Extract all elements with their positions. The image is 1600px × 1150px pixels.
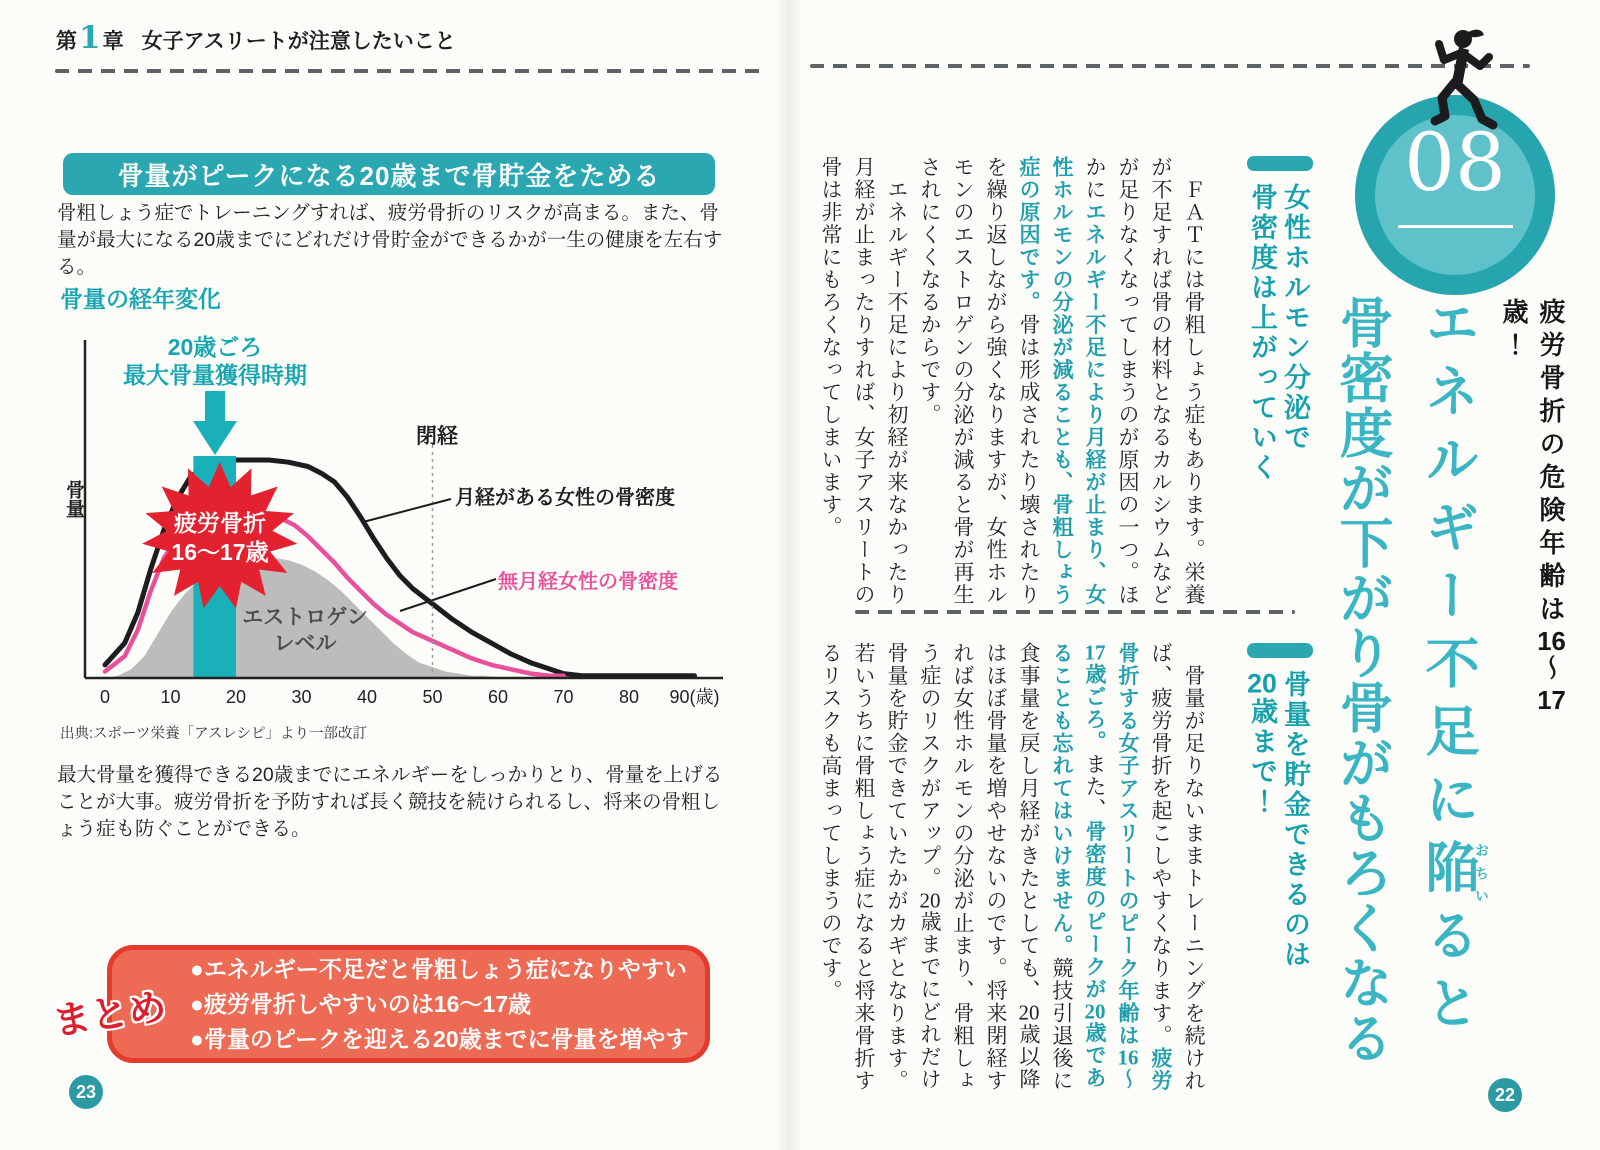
black-label-connector <box>363 499 451 522</box>
section-heading-line2: 骨密度は上がっていく <box>1247 183 1277 483</box>
pink-label-connector <box>400 579 496 611</box>
peak-arrow-icon <box>193 391 237 455</box>
page-number-left: 23 <box>69 1075 103 1109</box>
svg-text:80: 80 <box>618 687 640 707</box>
main-title <box>1319 295 1491 1095</box>
menopause-label: 閉経 <box>416 425 458 448</box>
section-body-savings <box>814 642 1210 1094</box>
section-heading-savings <box>1245 670 1311 1100</box>
svg-text:0: 0 <box>99 687 111 707</box>
chapter-word-post: 章 <box>102 30 124 53</box>
section-dashed-divider <box>855 610 1295 614</box>
body-paragraph: 骨量が足りないままトレーニングを続ければ、疲労骨折を起こしやすくなります。疲労骨折する女子アスリートのピーク年齢は16〜17歳ごろ。また、骨密度のピークが20歳であることも忘れてはいけません。競技引退後に食事量を戻し月経がきたとしても、20歳以降はほぼ骨量を増やせないのです。将来閉経すれば女性ホルモンの分泌が止まり、骨粗しょう症のリスクがアップ。20歳までにどれだけ骨量を貯金できていたかがカギとなります。若いうちに骨粗しょう症になると将来骨折するリスクも高まってしまうのです。 <box>819 642 1206 1092</box>
body-paragraph: ＦＡＴには骨粗しょう症もあります。栄養が不足すれば骨の材料となるカルシウムなどが足りなくなってしまうのが原因の一つ。ほかにエネルギー不足により月経が止まり、女性ホルモンの分泌が減ることも、骨粗しょう症の原因です。骨は形成されたり壊されたりを繰り返しながら強くなりますが、女性ホルモンのエストロゲンの分泌が減ると骨が再生されにくくなるからです。 <box>918 156 1206 606</box>
lesson-number-underline <box>1398 225 1513 228</box>
section-banner: 骨量がピークになる20歳まで骨貯金をためる <box>63 153 715 195</box>
chart-source: 出典:スポーツ栄養「アスレシピ」より一部改訂 <box>60 726 368 742</box>
section-heading-line2: 20歳まで！ <box>1247 670 1277 817</box>
runner-icon <box>1418 26 1536 132</box>
title-text: エネルギー不足に <box>1418 295 1478 839</box>
section-body-hormone <box>814 156 1210 608</box>
main-title-line1 <box>1405 295 1491 1095</box>
estrogen-label-line1: エストロゲン <box>242 606 368 629</box>
estrogen-area-label <box>242 605 368 657</box>
chapter-word-pre: 第 <box>56 30 77 53</box>
chapter-header <box>56 20 456 56</box>
title-ruby <box>1418 839 1490 907</box>
body-paragraph: エネルギー不足により初経が来なかったり月経が止まったりすれば、女子アスリートの骨は非常にもろくなってしまいます。 <box>819 156 909 606</box>
section-marker-bar <box>1247 156 1313 171</box>
section-heading-line1: 女性ホルモン分泌で <box>1280 183 1310 453</box>
section-heading-line1: 骨量を貯金できるのは <box>1280 670 1310 970</box>
svg-text:10: 10 <box>160 687 181 707</box>
chapter-number: 1 <box>79 20 101 56</box>
bone-mass-chart <box>55 315 745 715</box>
summary-item: ●疲労骨折しやすいのは16〜17歳 <box>190 990 532 1017</box>
main-title-line2: 骨密度が下がり骨がもろくなる <box>1332 295 1392 1065</box>
dashed-divider-left <box>55 69 767 73</box>
summary-label: まとめ <box>50 986 170 1044</box>
intro-paragraph: 骨粗しょう症でトレーニングすれば、疲労骨折のリスクが高まる。また、骨量が最大になる20歳までにどれだけ骨貯金ができるかが一生の健康を左右する。 <box>57 202 723 278</box>
svg-text:50: 50 <box>422 687 443 707</box>
page-gutter <box>776 0 802 1150</box>
chart-title: 骨量の経年変化 <box>60 286 221 312</box>
svg-text:40: 40 <box>356 687 378 707</box>
svg-text:60: 60 <box>487 687 509 707</box>
svg-text:30: 30 <box>291 687 312 707</box>
summary-box <box>107 945 710 1063</box>
peak-annotation-line1: 20歳ごろ <box>167 334 263 360</box>
summary-item: ●エネルギー不足だと骨粗しょう症になりやすい <box>190 955 687 982</box>
peak-annotation <box>123 333 307 389</box>
title-ruby-furigana: おちい <box>1474 839 1490 907</box>
svg-text:20: 20 <box>225 687 247 707</box>
amenorrheic-curve-label: 無月経女性の骨密度 <box>498 571 678 593</box>
svg-text:90(歳): 90(歳) <box>669 687 720 707</box>
section-heading-hormone <box>1245 183 1311 613</box>
starburst-line1: 疲労骨折 <box>173 510 266 536</box>
title-ruby-base: 陥 <box>1418 839 1478 907</box>
summary-item: ●骨量のピークを迎える20歳までに骨量を増やす <box>190 1025 689 1052</box>
chapter-title: 女子アスリートが注意したいこと <box>141 30 456 53</box>
starburst-text <box>171 509 268 567</box>
x-axis-ticks <box>100 687 720 707</box>
page-number-right: 22 <box>1488 1078 1522 1112</box>
lesson-number: 08 <box>1404 116 1506 209</box>
section-marker-bar <box>1247 643 1313 658</box>
peak-annotation-line2: 最大骨量獲得時期 <box>123 362 307 388</box>
title-text: ると <box>1418 907 1478 1043</box>
svg-text:70: 70 <box>553 687 574 707</box>
estrogen-label-line2: レベル <box>273 632 337 655</box>
menstruating-curve-label: 月経がある女性の骨密度 <box>455 487 675 509</box>
y-axis-label: 骨量 <box>63 480 84 518</box>
starburst-line2: 16〜17歳 <box>171 539 269 565</box>
closing-paragraph: 最大骨量を獲得できる20歳までにエネルギーをしっかりとり、骨量を上げることが大事。疲労骨折を予防すれば長く競技を続けられるし、将来の骨粗しょう症も防ぐことができる。 <box>57 764 723 840</box>
lesson-subtitle: 疲労骨折の危険年齢は16〜17歳！ <box>1499 298 1566 713</box>
